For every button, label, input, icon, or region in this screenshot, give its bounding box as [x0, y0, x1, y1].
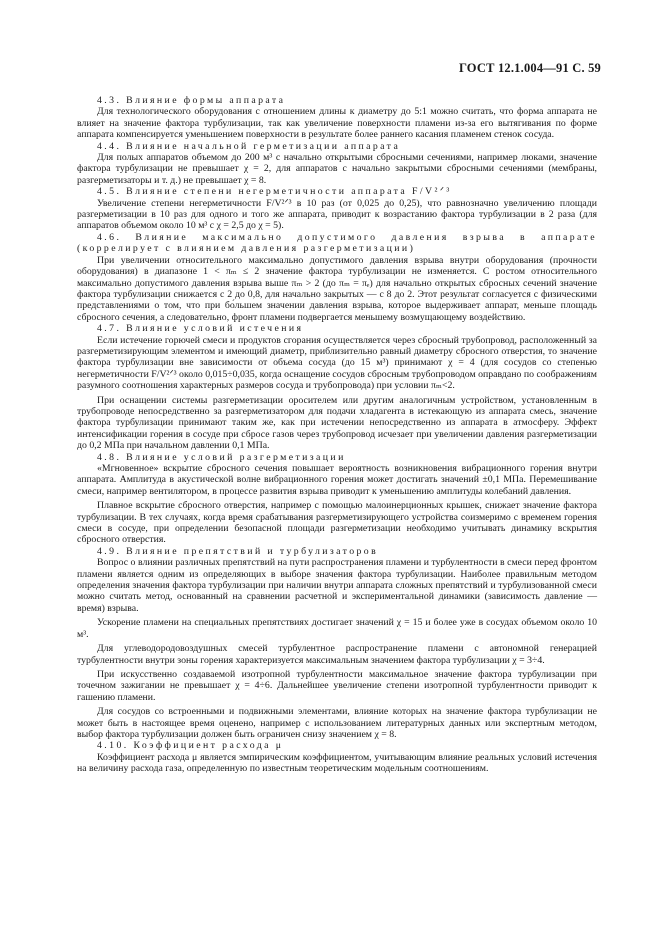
- paragraph: При искусственно создаваемой изотропной турбулентности максимальное значение фактора турбулизации при точечном зажигании не превышает χ = 4÷6. Дальнейшее увеличение степени изотропной турбулентности приводит к гашению пламени.: [77, 668, 597, 703]
- paragraph: Для сосудов со встроенными и подвижными элементами, влияние которых на значение фактора турбулизации не может быть в настоящее время оценено, например с использованием литературных данных или экспертным методом, выбор фактора турбулизации должен быть ограничен снизу значением χ = 8.: [77, 706, 597, 740]
- paragraph: Увеличение степени негерметичности F/V²ᐟ³ в 10 раз (от 0,025 до 0,25), что равнозначно увеличению площади разгерметизации в 10 раз для одного и того же аппарата, приводит к возрастанию фактора турбулизации в 2 раза (для аппаратов объемом около 10 м³ с χ = 2,5 до χ = 5).: [77, 197, 597, 232]
- page-header: ГОСТ 12.1.004—91 С. 59: [458, 61, 601, 75]
- paragraph: При оснащении системы разгерметизации оросителем или другим аналогичным устройством, установленным в трубопроводе непосредственно за разгерметизатором для подачи хладагента в истекающую из аппарата смесь, значение фактора турбулизации принимают таким же, как при истечении непосредственно из аппарата в атмосферу. Эффект интенсификации горения в сосуде при сбросе газов через трубопровод исчезает при увеличении давления разгерметизации до 0,2 МПа при начальном давлении 0,1 МПа.: [77, 394, 597, 452]
- paragraph: Если истечение горючей смеси и продуктов сгорания осуществляется через сбросный трубопровод, расположенный за разгерметизирующим элементом и имеющий диаметр, приблизительно равный диаметру сбросного отверстия, то значение фактора турбулизации вне зависимости от объема сосуда (до 15 м³) принимают χ = 4 (для сосудов со степенью негерметичности F/V²ᐟ³ около 0,015÷0,035, когда оснащение сосудов сбросным трубопроводом оправдано по соображениям разумного соотношения характерных размеров сосуда и трубопровода) при условии πₘ<2.: [77, 334, 597, 392]
- section-heading-4-7: 4.7. Влияние условий истечения: [97, 323, 304, 335]
- section-heading-4-9: 4.9. Влияние препятствий и турбулизаторов: [97, 545, 379, 557]
- paragraph: Плавное вскрытие сбросного отверстия, например с помощью малоинерционных крышек, снижает значение фактора турбулизации. В тех случаях, когда время срабатывания разгерметизирующего устройства соизмеримо с временем горения смеси в сосуде, при определении безопасной площади разгерметизации необходимо учитывать динамику вскрытия сбросного отверстия.: [77, 500, 597, 546]
- section-heading-4-3: 4.3. Влияние формы аппарата: [97, 95, 286, 106]
- paragraph: Вопрос о влиянии различных препятствий на пути распространения пламени и турбулентности в смеси перед фронтом пламени является одним из определяющих в выборе значения фактора турбулизации. Наиболее правильным методом определения значения фактора турбулизации при наличии внутри аппарата сложных препятствий и турбулизованной смеси можно считать метод, основанный на сравнении расчетной и экспериментальной динамики (зависимость давление — время) взрыва.: [77, 557, 597, 614]
- paragraph: При увеличении относительного максимально допустимого давления взрыва внутри оборудования (прочности оборудования) в диапазоне 1 < πₘ ≤ 2 значение фактора турбулизации не изменяется. С ростом относительного максимально допустимого давления взрыва выше πₘ > 2 (до πₘ = πₑ) для начально открытых сбросных сечений значение фактора турбулизации снижается с 2 до 0,8, для начально закрытых — с 8 до 2. Этот результат согласуется с физическими представлениями о том, что при бо́льшем значении давления взрыва, которое выдерживает аппарат, меньше площадь сбросного сечения, а следовательно, фронт пламени подвергается меньшему возмущающему воздействию.: [77, 254, 597, 323]
- page-body: [77, 95, 597, 775]
- section-heading-4-5: 4.5. Влияние степени негерметичности аппарата F/V²ᐟ³: [97, 186, 452, 198]
- paragraph: Ускорение пламени на специальных препятствиях достигает значений χ = 15 и более уже в сосудах объемом около 10 м³.: [77, 617, 597, 640]
- paragraph: Для технологического оборудования с отношением длины к диаметру до 5:1 можно считать, что форма аппарата не влияет на значение фактора турбулизации, так как увеличение поверхности пламени из-за его вытягивания по форме аппарата компенсируется уменьшением поверхности в результате более раннего касания пламенем стенок сосуда.: [77, 106, 597, 141]
- paragraph: Коэффициент расхода μ является эмпирическим коэффициентом, учитывающим влияние реальных условий истечения на величину расхода газа, определенную по известным теоретическим модельным соотношениям.: [77, 751, 597, 775]
- section-heading-4-8: 4.8. Влияние условий разгерметизации: [97, 451, 346, 463]
- paragraph: Для углеводородовоздушных смесей турбулентное распространение пламени с автономной генерацией турбулентности внутри зоны горения характеризуется максимальным значением фактора турбулизации χ = 3÷4.: [77, 643, 597, 666]
- section-heading-4-6: 4.6. Влияние максимально допустимого давления взрыва в аппарате (коррелирует с влиянием давления разгерметизации): [77, 231, 597, 255]
- paragraph: Для полых аппаратов объемом до 200 м³ с начально открытыми сбросными сечениями, например люками, значение фактора турбулизации не превышает χ = 2, для аппаратов с начально закрытыми сбросными сечениями (мембраны, разгерметизаторы и т. д.) не превышает χ = 8.: [77, 152, 597, 186]
- section-heading-4-4: 4.4. Влияние начальной герметизации аппарата: [97, 140, 401, 152]
- paragraph: «Мгновенное» вскрытие сбросного сечения повышает вероятность возникновения вибрационного горения внутри аппарата. Амплитуда в акустической волне вибрационного горения может достигать значений ±0,1 МПа. Перемешивание смеси, например вентилятором, в процессе развития взрыва приводит к уменьшению амплитуды колебаний давления.: [77, 463, 597, 497]
- section-heading-4-10: 4.10. Коэффициент расхода μ: [97, 740, 284, 752]
